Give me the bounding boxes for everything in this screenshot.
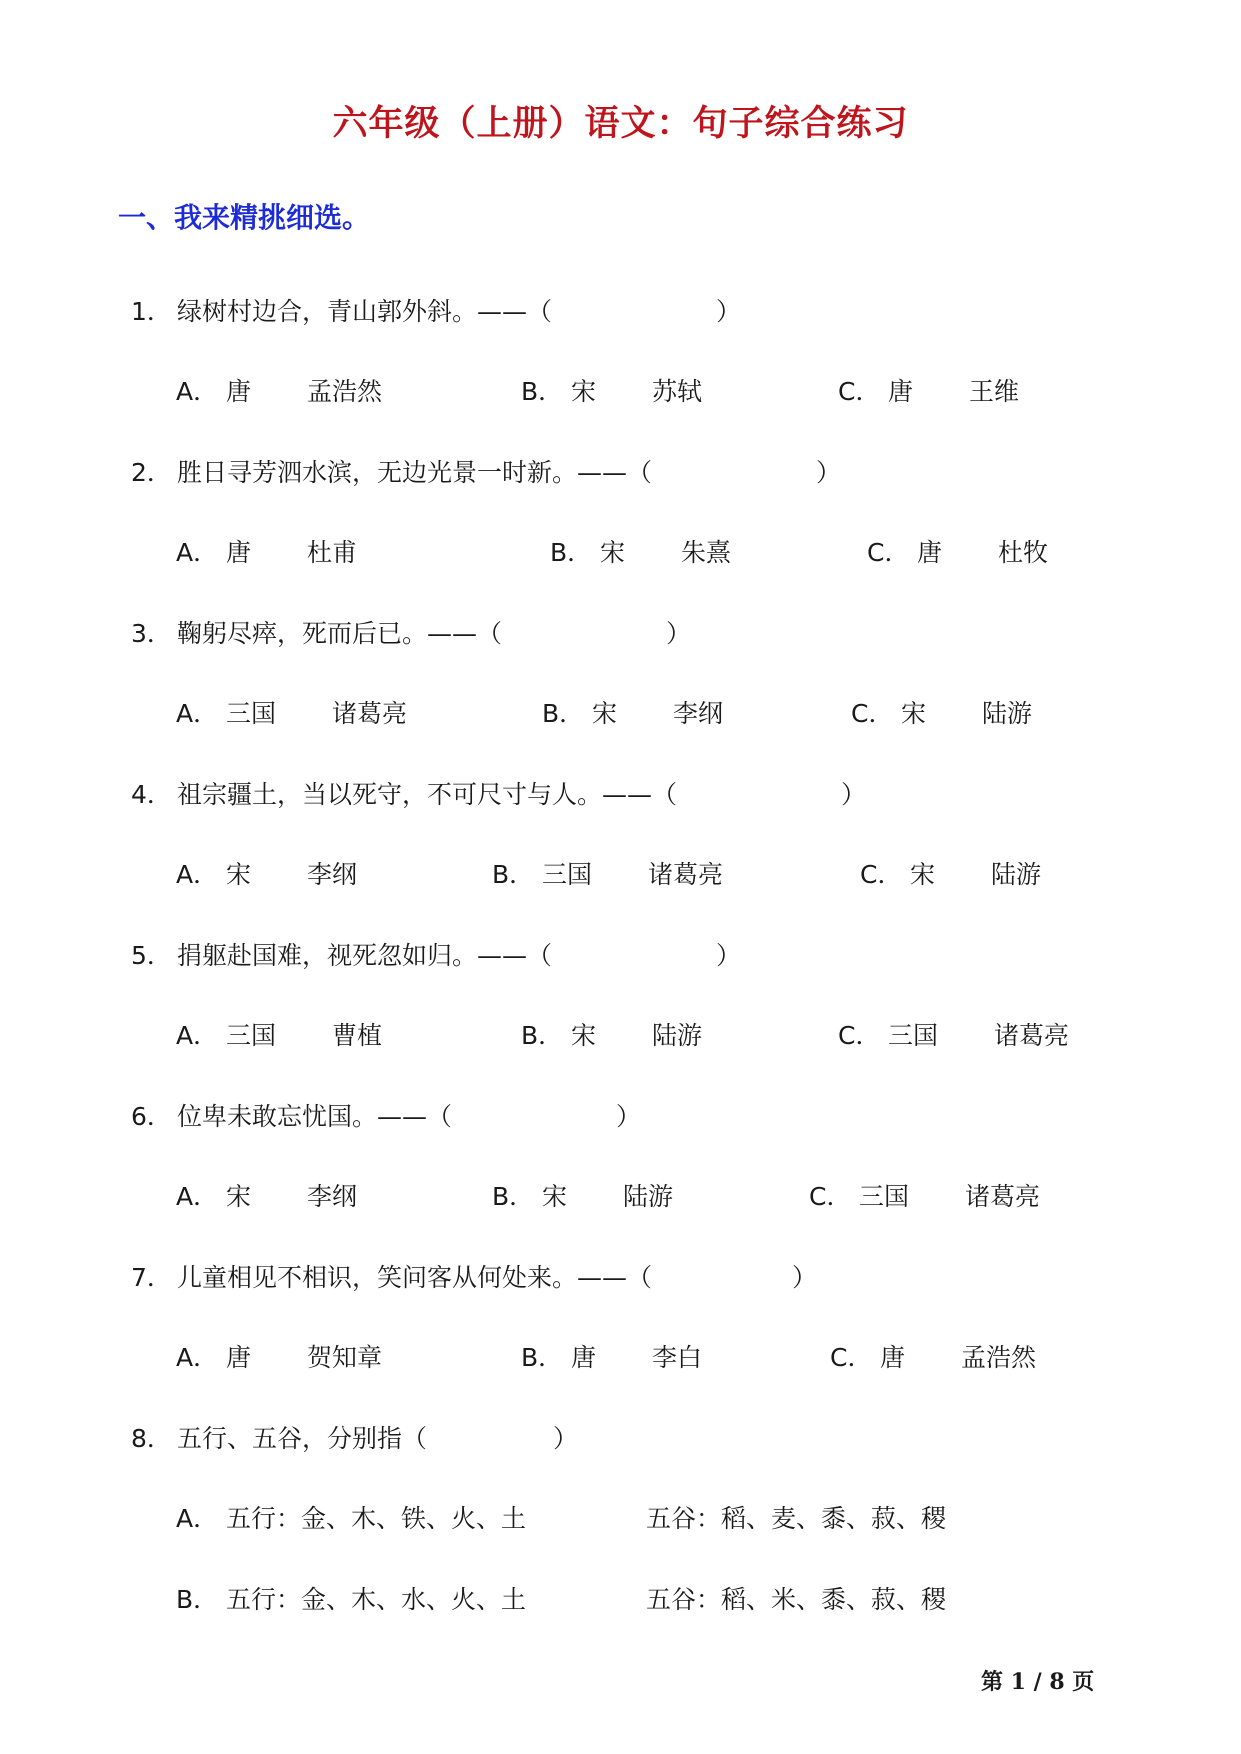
- option-4a[interactable]: A． 宋 李纲: [176, 860, 358, 889]
- question-6: [131, 1097, 641, 1133]
- option-1b[interactable]: B． 宋 苏轼: [521, 377, 703, 406]
- question-number: 5．: [131, 941, 172, 970]
- option-8b[interactable]: B． 五行：金、木、水、火、土 五谷：稻、米、黍、菽、稷: [176, 1585, 947, 1614]
- page-title: 六年级（上册）语文：句子综合练习: [332, 103, 909, 144]
- question-text: 祖宗疆土，当以死守，不可尺寸与人。——（: [177, 780, 678, 809]
- question-number: 6．: [131, 1102, 172, 1131]
- question-2: [131, 453, 841, 489]
- question-4: [131, 775, 866, 811]
- question-text: 鞠躬尽瘁，死而后已。——（: [177, 619, 503, 648]
- question-1: [131, 292, 741, 328]
- option-7a[interactable]: A． 唐 贺知章: [176, 1343, 383, 1372]
- option-6a[interactable]: A． 宋 李纲: [176, 1182, 358, 1211]
- option-1c[interactable]: C． 唐 王维: [838, 377, 1020, 406]
- option-4b[interactable]: B． 三国 诸葛亮: [492, 860, 724, 889]
- option-8a[interactable]: A． 五行：金、木、铁、火、土 五谷：稻、麦、黍、菽、稷: [176, 1504, 947, 1533]
- option-2b[interactable]: B． 宋 朱熹: [550, 538, 732, 567]
- question-7: [131, 1258, 817, 1294]
- answer-blank-close: ）: [716, 297, 742, 326]
- question-number: 4．: [131, 780, 172, 809]
- question-text: 五行、五谷，分别指（: [177, 1424, 428, 1453]
- option-2a[interactable]: A． 唐 杜甫: [176, 538, 358, 567]
- option-3a[interactable]: A． 三国 诸葛亮: [176, 699, 408, 728]
- question-text: 绿树村边合，青山郭外斜。——（: [177, 297, 553, 326]
- section-heading: 一、我来精挑细选。: [118, 201, 371, 234]
- question-text: 胜日寻芳泗水滨，无边光景一时新。——（: [177, 458, 653, 487]
- question-number: 3．: [131, 619, 172, 648]
- option-3b[interactable]: B． 宋 李纲: [542, 699, 724, 728]
- answer-blank-close: ）: [553, 1424, 579, 1453]
- option-7b[interactable]: B． 唐 李白: [521, 1343, 703, 1372]
- question-text: 捐躯赴国难，视死忽如归。——（: [177, 941, 553, 970]
- answer-blank-close: ）: [616, 1102, 642, 1131]
- answer-blank-close: ）: [816, 458, 842, 487]
- option-2c[interactable]: C． 唐 杜牧: [867, 538, 1049, 567]
- question-number: 7．: [131, 1263, 172, 1292]
- option-6c[interactable]: C． 三国 诸葛亮: [809, 1182, 1041, 1211]
- question-8: [131, 1419, 578, 1455]
- answer-blank-close: ）: [792, 1263, 818, 1292]
- option-3c[interactable]: C． 宋 陆游: [851, 699, 1033, 728]
- question-5: [131, 936, 741, 972]
- option-6b[interactable]: B． 宋 陆游: [492, 1182, 674, 1211]
- question-3: [131, 614, 691, 650]
- question-number: 2．: [131, 458, 172, 487]
- option-4c[interactable]: C． 宋 陆游: [860, 860, 1042, 889]
- question-text: 儿童相见不相识，笑问客从何处来。——（: [177, 1263, 653, 1292]
- option-5b[interactable]: B． 宋 陆游: [521, 1021, 703, 1050]
- question-text: 位卑未敢忘忧国。——（: [177, 1102, 453, 1131]
- option-1a[interactable]: A． 唐 孟浩然: [176, 377, 383, 406]
- option-7c[interactable]: C． 唐 孟浩然: [830, 1343, 1037, 1372]
- page-number: 第 1 / 8 页: [981, 1669, 1095, 1695]
- option-5a[interactable]: A． 三国 曹植: [176, 1021, 383, 1050]
- answer-blank-close: ）: [666, 619, 692, 648]
- question-number: 8．: [131, 1424, 172, 1453]
- question-number: 1．: [131, 297, 172, 326]
- answer-blank-close: ）: [841, 780, 867, 809]
- option-5c[interactable]: C． 三国 诸葛亮: [838, 1021, 1070, 1050]
- answer-blank-close: ）: [716, 941, 742, 970]
